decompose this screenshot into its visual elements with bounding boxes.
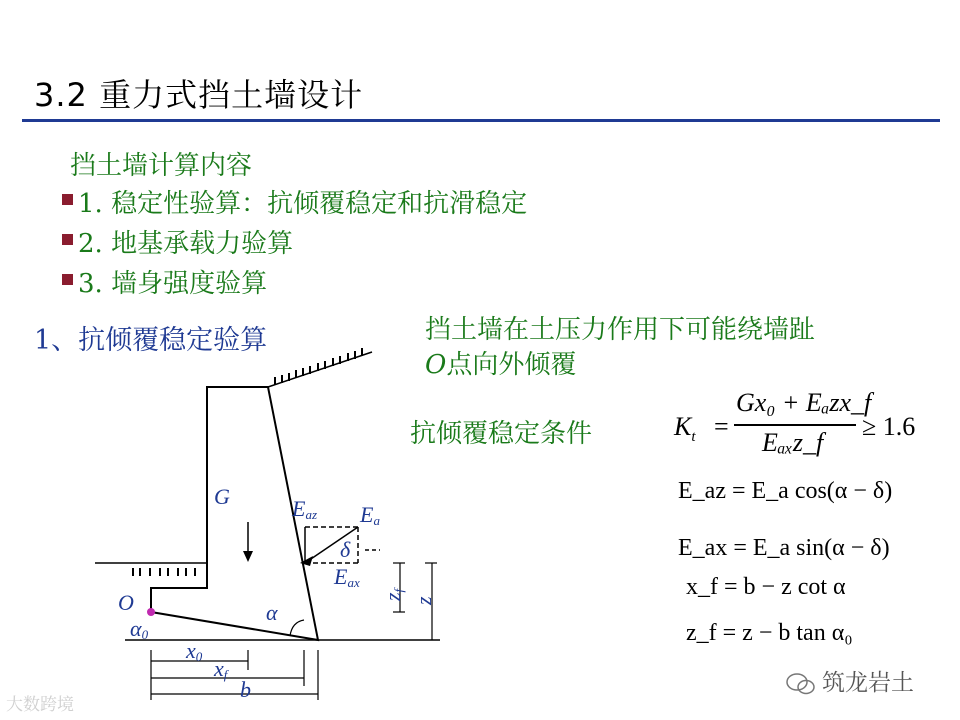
- label-alpha: α: [266, 600, 278, 625]
- label-b: b: [240, 677, 251, 702]
- label-alpha0: α0: [130, 616, 149, 642]
- zf-formula: z_f = z − b tan α₀: [686, 620, 853, 646]
- description-line-1: 挡土墙在土压力作用下可能绕墙趾: [425, 315, 816, 345]
- label-Eaz: Eaz: [292, 496, 318, 522]
- list-item: 3. 墙身强度验算: [58, 263, 527, 303]
- arrow-head-icon: [243, 551, 253, 562]
- eax-formula: E_ax = E_a sin(α − δ): [678, 535, 890, 561]
- label-Eax: Eax: [334, 564, 360, 590]
- description-line-2: O点向外倾覆: [425, 350, 577, 380]
- label-xf: xf: [214, 656, 228, 682]
- kt-equals: =: [714, 412, 729, 441]
- watermark-right: 筑龙岩土: [786, 664, 914, 697]
- label-Ea: Ea: [360, 502, 380, 528]
- watermark-left: 大数跨境: [6, 695, 74, 715]
- label-delta: δ: [340, 537, 351, 562]
- label-zf: zf: [380, 588, 406, 601]
- wechat-icon: [786, 673, 816, 695]
- kt-threshold: ≥ 1.6: [862, 412, 916, 441]
- backfill-surface: [268, 352, 372, 387]
- label-x0: x0: [186, 638, 203, 664]
- list-item: 2. 地基承载力验算: [58, 223, 527, 263]
- point-O-icon: [147, 608, 155, 616]
- label-G: G: [214, 484, 230, 509]
- list-item: 1. 稳定性验算：抗倾覆稳定和抗滑稳定: [58, 183, 527, 223]
- section-heading: 1、抗倾覆稳定验算: [34, 325, 268, 356]
- xf-formula: x_f = b − z cot α: [686, 574, 846, 600]
- page-title: 3.2 重力式挡土墙设计: [34, 76, 364, 114]
- backfill-hatch: [275, 348, 362, 385]
- label-O: O: [118, 590, 134, 615]
- kt-symbol: $K_t$: [674, 412, 696, 446]
- condition-label: 抗倾覆稳定条件: [410, 419, 593, 449]
- eaz-formula: E_az = E_a cos(α − δ): [678, 478, 893, 504]
- label-z: z: [411, 596, 436, 605]
- front-hatch: [133, 568, 195, 576]
- content-heading: 挡土墙计算内容: [70, 151, 253, 181]
- alpha-arc: [290, 620, 304, 636]
- kt-denominator: Eₐₓz_f: [762, 428, 824, 457]
- kt-numerator: Gx₀ + Eₐzx_f: [736, 388, 872, 417]
